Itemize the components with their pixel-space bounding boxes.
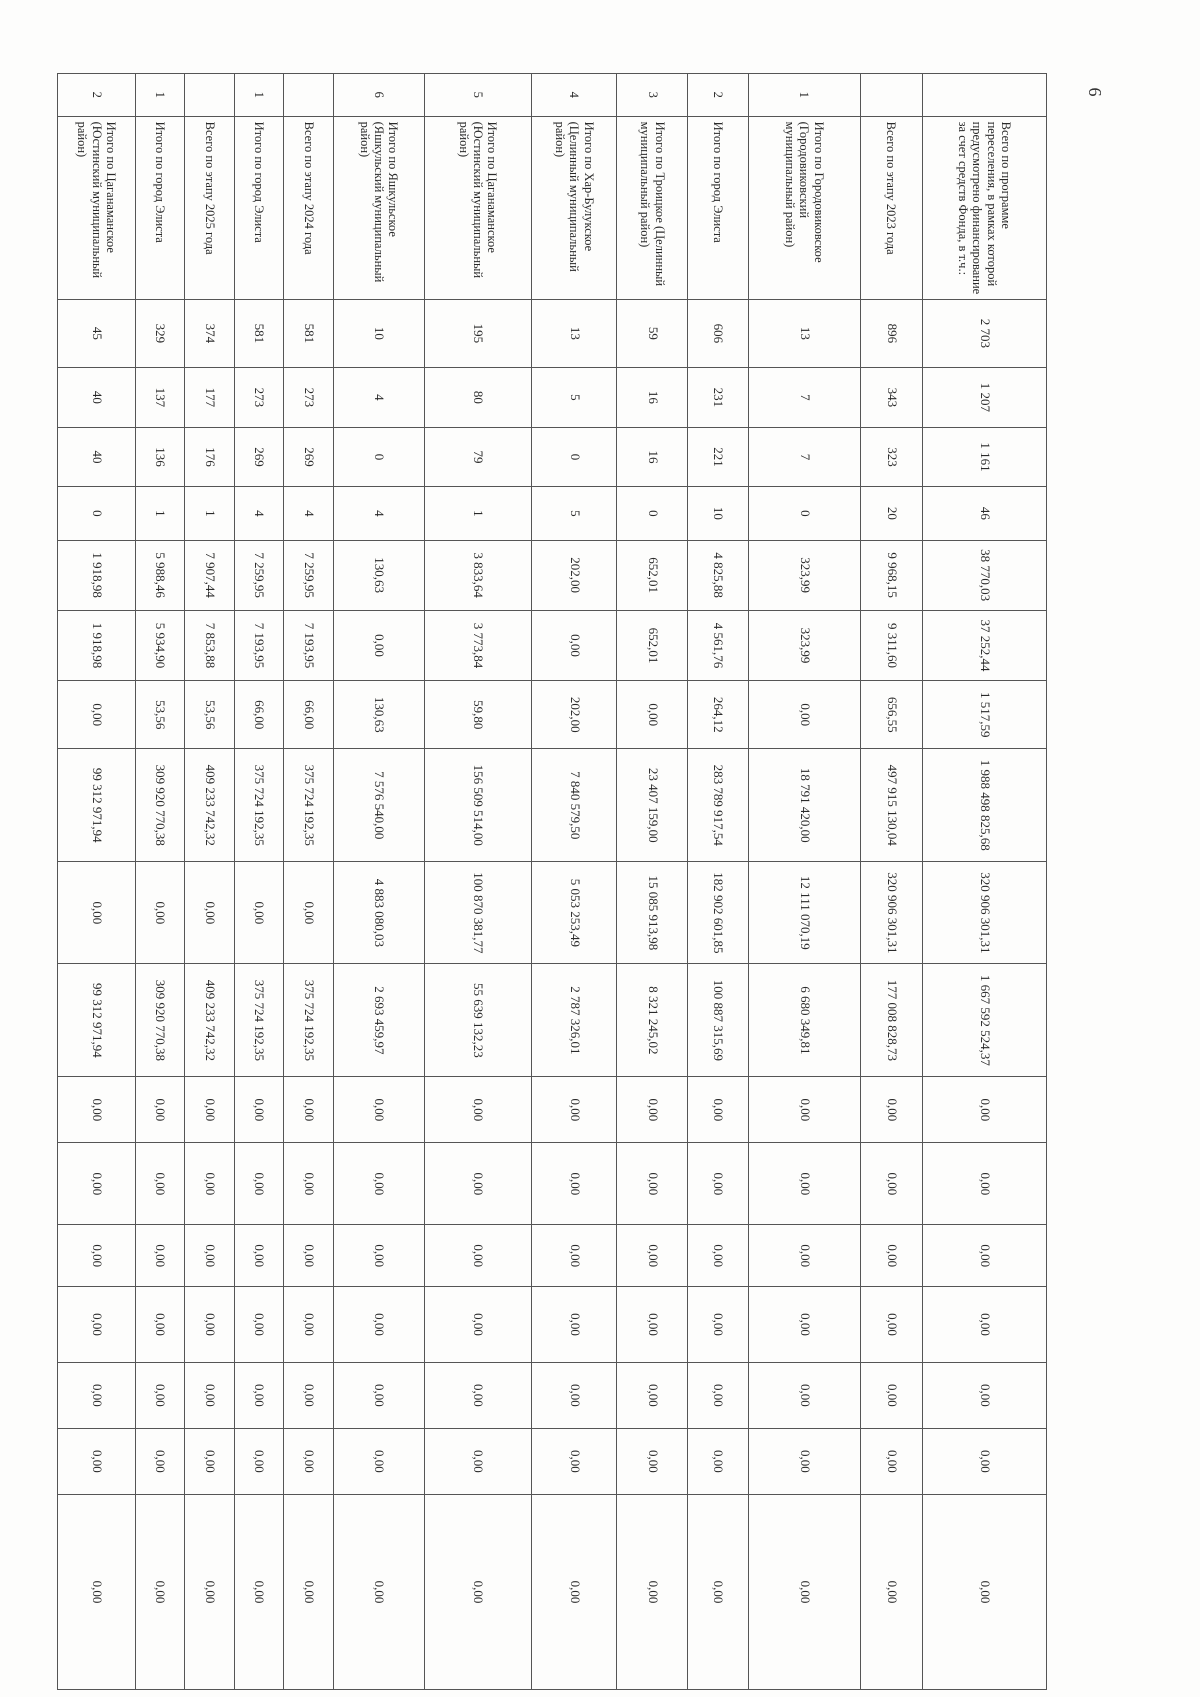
value-cell: 136: [135, 427, 185, 487]
row-number-cell: 2: [688, 74, 748, 117]
value-cell: 329: [135, 299, 185, 367]
value-cell: 0,00: [617, 1143, 688, 1225]
value-cell: 0,00: [861, 1494, 923, 1689]
value-cell: 1: [185, 487, 235, 540]
value-cell: 0,00: [531, 1494, 617, 1689]
value-cell: 195: [424, 299, 531, 367]
value-cell: 7: [748, 368, 860, 428]
value-cell: 0,00: [531, 1225, 617, 1287]
value-cell: 0,00: [234, 1362, 284, 1428]
value-cell: 0,00: [333, 1494, 424, 1689]
value-cell: 0: [58, 487, 136, 540]
table-row: [424, 74, 531, 1690]
value-cell: 0: [531, 427, 617, 487]
value-cell: 0,00: [424, 1494, 531, 1689]
value-cell: 55 639 132,23: [424, 964, 531, 1077]
value-cell: 0,00: [234, 1428, 284, 1494]
row-name-cell: Итого по Цаганаманское (Юстинский муниципальный район): [424, 116, 531, 299]
value-cell: 23 407 159,00: [617, 749, 688, 862]
value-cell: 0: [333, 427, 424, 487]
value-cell: 0,00: [333, 1077, 424, 1143]
value-cell: 66,00: [284, 681, 334, 749]
value-cell: 0,00: [748, 681, 860, 749]
value-cell: 264,12: [688, 681, 748, 749]
value-cell: 0,00: [861, 1287, 923, 1363]
value-cell: 375 724 192,35: [234, 749, 284, 862]
value-cell: 0,00: [424, 1225, 531, 1287]
value-cell: 53,56: [185, 681, 235, 749]
value-cell: 0,00: [284, 1428, 334, 1494]
value-cell: 0,00: [922, 1287, 1046, 1363]
table-row: [861, 74, 923, 1690]
value-cell: 0,00: [688, 1225, 748, 1287]
value-cell: 0,00: [424, 1428, 531, 1494]
value-cell: 177: [185, 368, 235, 428]
value-cell: 0,00: [748, 1287, 860, 1363]
value-cell: 7 576 540,00: [333, 749, 424, 862]
value-cell: 156 509 514,00: [424, 749, 531, 862]
value-cell: 0,00: [688, 1494, 748, 1689]
value-cell: 0,00: [333, 1287, 424, 1363]
table-row: [333, 74, 424, 1690]
value-cell: 0,00: [748, 1494, 860, 1689]
value-cell: 176: [185, 427, 235, 487]
value-cell: 7: [748, 427, 860, 487]
value-cell: 0,00: [234, 1077, 284, 1143]
value-cell: 1: [424, 487, 531, 540]
value-cell: 0,00: [58, 862, 136, 964]
value-cell: 0,00: [424, 1287, 531, 1363]
table-row: [688, 74, 748, 1690]
value-cell: 0,00: [135, 862, 185, 964]
value-cell: 320 906 301,31: [922, 862, 1046, 964]
value-cell: 0,00: [531, 610, 617, 680]
value-cell: 0,00: [617, 1077, 688, 1143]
resettlement-table: [57, 73, 1047, 1690]
value-cell: 606: [688, 299, 748, 367]
value-cell: 38 770,03: [922, 540, 1046, 610]
table-row: [922, 74, 1046, 1690]
value-cell: 343: [861, 368, 923, 428]
value-cell: 46: [922, 487, 1046, 540]
row-number-cell: 5: [424, 74, 531, 117]
value-cell: 40: [58, 368, 136, 428]
value-cell: 0,00: [185, 1287, 235, 1363]
value-cell: 9 968,15: [861, 540, 923, 610]
row-number-cell: [861, 74, 923, 117]
value-cell: 0,00: [333, 1225, 424, 1287]
row-name-cell: Итого по Цаганаманское (Юстинский муниципальный район): [58, 116, 136, 299]
value-cell: 53,56: [135, 681, 185, 749]
value-cell: 309 920 770,38: [135, 964, 185, 1077]
value-cell: 12 111 070,19: [748, 862, 860, 964]
value-cell: 0,00: [333, 1143, 424, 1225]
value-cell: 0,00: [861, 1225, 923, 1287]
value-cell: 137: [135, 368, 185, 428]
value-cell: 0,00: [185, 1143, 235, 1225]
value-cell: 0,00: [922, 1428, 1046, 1494]
value-cell: 0,00: [284, 1362, 334, 1428]
value-cell: 5 053 253,49: [531, 862, 617, 964]
value-cell: 0,00: [424, 1077, 531, 1143]
value-cell: 269: [284, 427, 334, 487]
value-cell: 1 207: [922, 368, 1046, 428]
value-cell: 0,00: [531, 1287, 617, 1363]
value-cell: 652,01: [617, 610, 688, 680]
value-cell: 7 840 579,50: [531, 749, 617, 862]
value-cell: 0,00: [617, 681, 688, 749]
value-cell: 0,00: [58, 1143, 136, 1225]
value-cell: 4: [284, 487, 334, 540]
value-cell: 0,00: [185, 1428, 235, 1494]
value-cell: 0,00: [284, 1494, 334, 1689]
value-cell: 0,00: [861, 1428, 923, 1494]
value-cell: 80: [424, 368, 531, 428]
table-row: [234, 74, 284, 1690]
value-cell: 309 920 770,38: [135, 749, 185, 862]
value-cell: 0,00: [234, 1225, 284, 1287]
value-cell: 4 561,76: [688, 610, 748, 680]
value-cell: 15 085 913,98: [617, 862, 688, 964]
value-cell: 79: [424, 427, 531, 487]
value-cell: 20: [861, 487, 923, 540]
value-cell: 5: [531, 368, 617, 428]
value-cell: 0,00: [922, 1143, 1046, 1225]
value-cell: 2 693 459,97: [333, 964, 424, 1077]
value-cell: 182 902 601,85: [688, 862, 748, 964]
rotated-table-wrapper: [57, 73, 1047, 1690]
value-cell: 4 883 080,03: [333, 862, 424, 964]
value-cell: 0,00: [284, 1225, 334, 1287]
value-cell: 0,00: [234, 1143, 284, 1225]
value-cell: 0,00: [748, 1362, 860, 1428]
value-cell: 0,00: [185, 1077, 235, 1143]
value-cell: 0,00: [58, 681, 136, 749]
row-number-cell: [185, 74, 235, 117]
value-cell: 0,00: [424, 1143, 531, 1225]
value-cell: 2 703: [922, 299, 1046, 367]
value-cell: 656,55: [861, 681, 923, 749]
row-name-cell: Всего по программе переселения, в рамках которой предусмотрено финансирование за счет средств Фонда, в т.ч.:: [922, 116, 1046, 299]
row-name-cell: Итого по Городовиковское (Городовиковский муниципальный район): [748, 116, 860, 299]
row-name-cell: Итого по город Элиста: [234, 116, 284, 299]
table-row: [617, 74, 688, 1690]
value-cell: 0,00: [617, 1287, 688, 1363]
value-cell: 231: [688, 368, 748, 428]
value-cell: 7 907,44: [185, 540, 235, 610]
value-cell: 59: [617, 299, 688, 367]
page-number: 6: [1085, 87, 1105, 97]
value-cell: 0,00: [748, 1143, 860, 1225]
value-cell: 7 193,95: [284, 610, 334, 680]
value-cell: 0,00: [135, 1494, 185, 1689]
value-cell: 0: [617, 487, 688, 540]
value-cell: 8 321 245,02: [617, 964, 688, 1077]
value-cell: 4: [333, 487, 424, 540]
value-cell: 7 853,88: [185, 610, 235, 680]
value-cell: 320 906 301,31: [861, 862, 923, 964]
row-name-cell: Итого по город Элиста: [688, 116, 748, 299]
value-cell: 1 667 592 524,37: [922, 964, 1046, 1077]
value-cell: 1: [135, 487, 185, 540]
value-cell: 1 918,98: [58, 610, 136, 680]
value-cell: 99 312 971,94: [58, 964, 136, 1077]
value-cell: 581: [284, 299, 334, 367]
value-cell: 273: [234, 368, 284, 428]
row-name-cell: Всего по этапу 2024 года: [284, 116, 334, 299]
row-name-cell: Итого по Троицкое (Целинный муниципальный район): [617, 116, 688, 299]
value-cell: 0,00: [531, 1077, 617, 1143]
value-cell: 652,01: [617, 540, 688, 610]
table-row: [531, 74, 617, 1690]
value-cell: 6 680 349,81: [748, 964, 860, 1077]
value-cell: 13: [748, 299, 860, 367]
row-name-cell: Итого по город Элиста: [135, 116, 185, 299]
value-cell: 375 724 192,35: [284, 964, 334, 1077]
row-name-cell: Всего по этапу 2025 года: [185, 116, 235, 299]
value-cell: 0,00: [861, 1143, 923, 1225]
row-number-cell: 1: [135, 74, 185, 117]
value-cell: 375 724 192,35: [234, 964, 284, 1077]
row-number-cell: [284, 74, 334, 117]
value-cell: 0,00: [58, 1077, 136, 1143]
value-cell: 0,00: [617, 1494, 688, 1689]
value-cell: 0,00: [135, 1077, 185, 1143]
value-cell: 283 789 917,54: [688, 749, 748, 862]
value-cell: 409 233 742,32: [185, 964, 235, 1077]
value-cell: 0,00: [922, 1225, 1046, 1287]
table-row: [135, 74, 185, 1690]
value-cell: 0,00: [861, 1362, 923, 1428]
value-cell: 177 008 828,73: [861, 964, 923, 1077]
value-cell: 0,00: [748, 1428, 860, 1494]
value-cell: 0,00: [748, 1077, 860, 1143]
value-cell: 18 791 420,00: [748, 749, 860, 862]
value-cell: 0,00: [284, 862, 334, 964]
value-cell: 59,80: [424, 681, 531, 749]
row-name-cell: Всего по этапу 2023 года: [861, 116, 923, 299]
value-cell: 45: [58, 299, 136, 367]
value-cell: 202,00: [531, 681, 617, 749]
value-cell: 0,00: [688, 1077, 748, 1143]
value-cell: 13: [531, 299, 617, 367]
value-cell: 0,00: [333, 610, 424, 680]
value-cell: 374: [185, 299, 235, 367]
value-cell: 1 161: [922, 427, 1046, 487]
value-cell: 4 825,88: [688, 540, 748, 610]
row-number-cell: 3: [617, 74, 688, 117]
row-number-cell: [922, 74, 1046, 117]
value-cell: 0,00: [284, 1143, 334, 1225]
value-cell: 0,00: [688, 1287, 748, 1363]
value-cell: 99 312 971,94: [58, 749, 136, 862]
value-cell: 581: [234, 299, 284, 367]
value-cell: 0,00: [185, 1494, 235, 1689]
value-cell: 0: [748, 487, 860, 540]
value-cell: 0,00: [185, 1225, 235, 1287]
table-row: [284, 74, 334, 1690]
value-cell: 0,00: [135, 1428, 185, 1494]
value-cell: 0,00: [531, 1428, 617, 1494]
row-number-cell: 2: [58, 74, 136, 117]
value-cell: 0,00: [185, 1362, 235, 1428]
value-cell: 7 259,95: [284, 540, 334, 610]
value-cell: 0,00: [861, 1077, 923, 1143]
value-cell: 0,00: [284, 1287, 334, 1363]
value-cell: 130,63: [333, 540, 424, 610]
value-cell: 0,00: [531, 1362, 617, 1428]
value-cell: 9 311,60: [861, 610, 923, 680]
value-cell: 0,00: [333, 1362, 424, 1428]
value-cell: 5 988,46: [135, 540, 185, 610]
table-row: [748, 74, 860, 1690]
value-cell: 0,00: [688, 1428, 748, 1494]
value-cell: 1 918,98: [58, 540, 136, 610]
value-cell: 0,00: [688, 1143, 748, 1225]
value-cell: 323,99: [748, 540, 860, 610]
value-cell: 3 773,84: [424, 610, 531, 680]
value-cell: 1 517,59: [922, 681, 1046, 749]
value-cell: 0,00: [234, 1287, 284, 1363]
value-cell: 37 252,44: [922, 610, 1046, 680]
value-cell: 0,00: [922, 1494, 1046, 1689]
value-cell: 0,00: [617, 1428, 688, 1494]
value-cell: 0,00: [58, 1494, 136, 1689]
row-number-cell: 6: [333, 74, 424, 117]
value-cell: 202,00: [531, 540, 617, 610]
value-cell: 0,00: [531, 1143, 617, 1225]
value-cell: 10: [688, 487, 748, 540]
value-cell: 0,00: [135, 1362, 185, 1428]
value-cell: 2 787 326,01: [531, 964, 617, 1077]
value-cell: 1 988 498 825,68: [922, 749, 1046, 862]
value-cell: 221: [688, 427, 748, 487]
value-cell: 4: [333, 368, 424, 428]
value-cell: 497 915 130,04: [861, 749, 923, 862]
value-cell: 0,00: [922, 1362, 1046, 1428]
row-number-cell: 4: [531, 74, 617, 117]
value-cell: 375 724 192,35: [284, 749, 334, 862]
value-cell: 0,00: [58, 1287, 136, 1363]
value-cell: 896: [861, 299, 923, 367]
value-cell: 0,00: [135, 1225, 185, 1287]
row-name-cell: Итого по Хар-Булукское (Целинный муниципальный район): [531, 116, 617, 299]
value-cell: 0,00: [617, 1225, 688, 1287]
value-cell: 0,00: [617, 1362, 688, 1428]
value-cell: 0,00: [688, 1362, 748, 1428]
value-cell: 0,00: [333, 1428, 424, 1494]
value-cell: 7 259,95: [234, 540, 284, 610]
table-row: [185, 74, 235, 1690]
value-cell: 5 934,90: [135, 610, 185, 680]
value-cell: 0,00: [234, 862, 284, 964]
row-name-cell: Итого по Яшкульское (Яшкульский муниципальный район): [333, 116, 424, 299]
table-row: [58, 74, 136, 1690]
value-cell: 0,00: [922, 1077, 1046, 1143]
value-cell: 0,00: [284, 1077, 334, 1143]
value-cell: 4: [234, 487, 284, 540]
value-cell: 0,00: [424, 1362, 531, 1428]
value-cell: 269: [234, 427, 284, 487]
value-cell: 66,00: [234, 681, 284, 749]
value-cell: 323: [861, 427, 923, 487]
value-cell: 130,63: [333, 681, 424, 749]
value-cell: 0,00: [58, 1225, 136, 1287]
value-cell: 0,00: [135, 1287, 185, 1363]
value-cell: 10: [333, 299, 424, 367]
row-number-cell: 1: [234, 74, 284, 117]
value-cell: 7 193,95: [234, 610, 284, 680]
row-number-cell: 1: [748, 74, 860, 117]
value-cell: 3 833,64: [424, 540, 531, 610]
value-cell: 16: [617, 368, 688, 428]
value-cell: 16: [617, 427, 688, 487]
value-cell: 323,99: [748, 610, 860, 680]
value-cell: 0,00: [58, 1362, 136, 1428]
value-cell: 0,00: [135, 1143, 185, 1225]
value-cell: 0,00: [185, 862, 235, 964]
value-cell: 40: [58, 427, 136, 487]
value-cell: 0,00: [58, 1428, 136, 1494]
value-cell: 0,00: [234, 1494, 284, 1689]
value-cell: 5: [531, 487, 617, 540]
value-cell: 0,00: [748, 1225, 860, 1287]
value-cell: 100 887 315,69: [688, 964, 748, 1077]
value-cell: 100 870 381,77: [424, 862, 531, 964]
value-cell: 273: [284, 368, 334, 428]
value-cell: 409 233 742,32: [185, 749, 235, 862]
